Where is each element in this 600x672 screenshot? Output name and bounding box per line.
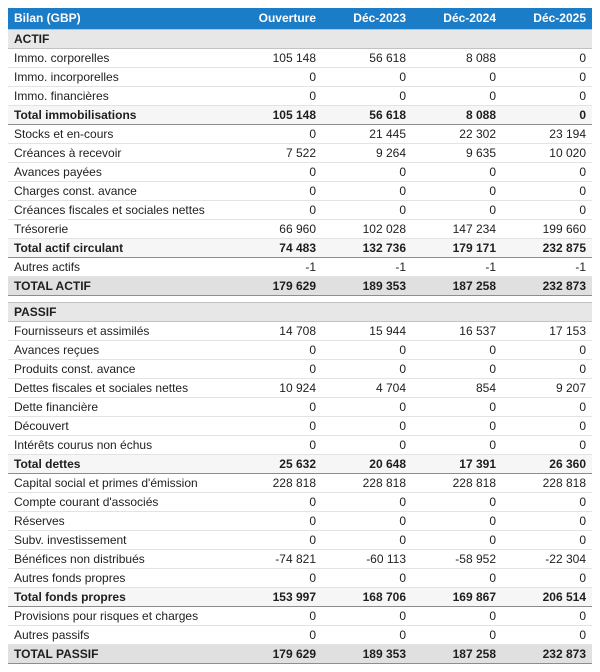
table-row — [8, 239, 592, 258]
cell-value: 10 020 — [502, 144, 592, 163]
row-label: Dettes fiscales et sociales nettes — [8, 379, 232, 398]
cell-value: 0 — [322, 436, 412, 455]
cell-value: 0 — [502, 360, 592, 379]
cell-value: 105 148 — [232, 49, 322, 68]
section-header-row — [8, 30, 592, 49]
table-row — [8, 49, 592, 68]
cell-value: 0 — [322, 607, 412, 626]
row-label: Total dettes — [8, 455, 232, 474]
cell-value: 10 924 — [232, 379, 322, 398]
cell-value: 169 867 — [412, 588, 502, 607]
cell-value: 0 — [412, 512, 502, 531]
cell-value: 14 708 — [232, 322, 322, 341]
cell-value: 0 — [322, 512, 412, 531]
cell-value: 102 028 — [322, 220, 412, 239]
cell-value: 0 — [232, 341, 322, 360]
row-label: Découvert — [8, 417, 232, 436]
table-row — [8, 201, 592, 220]
cell-value: 0 — [502, 68, 592, 87]
cell-value: 0 — [502, 607, 592, 626]
cell-value: 0 — [232, 512, 322, 531]
cell-value: 0 — [412, 341, 502, 360]
cell-value: 0 — [502, 49, 592, 68]
table-title: Bilan (GBP) — [8, 8, 232, 30]
cell-value: 0 — [322, 87, 412, 106]
table-row — [8, 607, 592, 626]
cell-value: 0 — [232, 607, 322, 626]
table-row — [8, 531, 592, 550]
cell-value: 56 618 — [322, 49, 412, 68]
cell-value: 228 818 — [412, 474, 502, 493]
cell-value: 0 — [232, 398, 322, 417]
row-label: Stocks et en-cours — [8, 125, 232, 144]
row-label: Immo. corporelles — [8, 49, 232, 68]
table-row — [8, 588, 592, 607]
cell-value: 0 — [412, 398, 502, 417]
cell-value: 232 873 — [502, 277, 592, 296]
cell-value: 0 — [322, 531, 412, 550]
cell-value: 74 483 — [232, 239, 322, 258]
cell-value: 23 194 — [502, 125, 592, 144]
cell-value: 9 207 — [502, 379, 592, 398]
row-label: Intérêts courus non échus — [8, 436, 232, 455]
table-body — [8, 30, 592, 664]
table-row — [8, 87, 592, 106]
row-label: Charges const. avance — [8, 182, 232, 201]
table-row — [8, 125, 592, 144]
row-label: Compte courant d'associés — [8, 493, 232, 512]
cell-value: -1 — [232, 258, 322, 277]
cell-value: 16 537 — [412, 322, 502, 341]
cell-value: 0 — [412, 493, 502, 512]
table-row — [8, 220, 592, 239]
row-label: Créances à recevoir — [8, 144, 232, 163]
cell-value: 0 — [502, 87, 592, 106]
cell-value: 0 — [322, 417, 412, 436]
cell-value: 179 629 — [232, 645, 322, 664]
cell-value: 0 — [322, 201, 412, 220]
table-row — [8, 493, 592, 512]
table-row — [8, 417, 592, 436]
cell-value: 0 — [232, 626, 322, 645]
table-row — [8, 436, 592, 455]
cell-value: 0 — [232, 68, 322, 87]
section-title: ACTIF — [8, 30, 592, 49]
cell-value: 0 — [232, 163, 322, 182]
table-row — [8, 398, 592, 417]
cell-value: -58 952 — [412, 550, 502, 569]
cell-value: 0 — [322, 398, 412, 417]
cell-value: 179 629 — [232, 277, 322, 296]
cell-value: 21 445 — [322, 125, 412, 144]
cell-value: 854 — [412, 379, 502, 398]
section-gap — [8, 296, 592, 303]
row-label: Autres fonds propres — [8, 569, 232, 588]
cell-value: 0 — [502, 626, 592, 645]
section-header-row — [8, 303, 592, 322]
cell-value: 0 — [322, 569, 412, 588]
table-row — [8, 626, 592, 645]
cell-value: -60 113 — [322, 550, 412, 569]
cell-value: 66 960 — [232, 220, 322, 239]
cell-value: 0 — [412, 569, 502, 588]
cell-value: 189 353 — [322, 645, 412, 664]
cell-value: 232 873 — [502, 645, 592, 664]
row-label: Total actif circulant — [8, 239, 232, 258]
row-label: Bénéfices non distribués — [8, 550, 232, 569]
table-row — [8, 360, 592, 379]
cell-value: 0 — [502, 531, 592, 550]
column-header-4: Déc-2025 — [502, 8, 592, 30]
cell-value: 0 — [502, 493, 592, 512]
row-label: Réserves — [8, 512, 232, 531]
cell-value: 9 264 — [322, 144, 412, 163]
cell-value: 4 704 — [322, 379, 412, 398]
cell-value: 0 — [322, 68, 412, 87]
cell-value: 0 — [232, 182, 322, 201]
cell-value: 187 258 — [412, 277, 502, 296]
cell-value: 168 706 — [322, 588, 412, 607]
table-row — [8, 550, 592, 569]
row-label: Capital social et primes d'émission — [8, 474, 232, 493]
row-label: Autres actifs — [8, 258, 232, 277]
cell-value: 179 171 — [412, 239, 502, 258]
cell-value: 147 234 — [412, 220, 502, 239]
cell-value: 22 302 — [412, 125, 502, 144]
cell-value: 9 635 — [412, 144, 502, 163]
row-label: Avances reçues — [8, 341, 232, 360]
cell-value: 0 — [232, 87, 322, 106]
cell-value: 0 — [322, 182, 412, 201]
row-label: Dette financière — [8, 398, 232, 417]
cell-value: 228 818 — [502, 474, 592, 493]
row-label: Avances payées — [8, 163, 232, 182]
table-row — [8, 474, 592, 493]
cell-value: 232 875 — [502, 239, 592, 258]
cell-value: 0 — [232, 417, 322, 436]
table-row — [8, 341, 592, 360]
cell-value: 0 — [502, 512, 592, 531]
cell-value: 0 — [412, 163, 502, 182]
table-row — [8, 379, 592, 398]
table-row — [8, 258, 592, 277]
cell-value: 0 — [502, 201, 592, 220]
table-row — [8, 455, 592, 474]
cell-value: 189 353 — [322, 277, 412, 296]
cell-value: 0 — [322, 360, 412, 379]
cell-value: 0 — [232, 360, 322, 379]
column-header-1: Ouverture — [232, 8, 322, 30]
cell-value: 25 632 — [232, 455, 322, 474]
row-label: Subv. investissement — [8, 531, 232, 550]
row-label: Immo. incorporelles — [8, 68, 232, 87]
cell-value: 0 — [412, 607, 502, 626]
cell-value: 8 088 — [412, 106, 502, 125]
cell-value: 0 — [412, 626, 502, 645]
table-row — [8, 182, 592, 201]
cell-value: 0 — [322, 163, 412, 182]
cell-value: 0 — [232, 569, 322, 588]
table-header-row — [8, 8, 592, 30]
cell-value: 0 — [502, 398, 592, 417]
cell-value: 7 522 — [232, 144, 322, 163]
cell-value: 105 148 — [232, 106, 322, 125]
row-label: Produits const. avance — [8, 360, 232, 379]
table-row — [8, 144, 592, 163]
cell-value: 132 736 — [322, 239, 412, 258]
row-label: Total immobilisations — [8, 106, 232, 125]
row-label: Trésorerie — [8, 220, 232, 239]
cell-value: 0 — [502, 182, 592, 201]
row-label: TOTAL ACTIF — [8, 277, 232, 296]
row-label: Total fonds propres — [8, 588, 232, 607]
cell-value: 0 — [412, 360, 502, 379]
cell-value: 0 — [502, 106, 592, 125]
cell-value: 0 — [412, 201, 502, 220]
cell-value: 0 — [502, 436, 592, 455]
cell-value: 17 153 — [502, 322, 592, 341]
cell-value: 0 — [412, 68, 502, 87]
row-label: Fournisseurs et assimilés — [8, 322, 232, 341]
table-row — [8, 645, 592, 664]
cell-value: 228 818 — [322, 474, 412, 493]
cell-value: 0 — [502, 417, 592, 436]
cell-value: 26 360 — [502, 455, 592, 474]
cell-value: -22 304 — [502, 550, 592, 569]
cell-value: 0 — [322, 626, 412, 645]
cell-value: 0 — [232, 531, 322, 550]
row-label: Autres passifs — [8, 626, 232, 645]
cell-value: 0 — [322, 341, 412, 360]
table-row — [8, 68, 592, 87]
cell-value: 0 — [412, 436, 502, 455]
cell-value: 0 — [502, 163, 592, 182]
cell-value: -1 — [322, 258, 412, 277]
cell-value: 0 — [322, 493, 412, 512]
column-header-3: Déc-2024 — [412, 8, 502, 30]
cell-value: 15 944 — [322, 322, 412, 341]
section-title: PASSIF — [8, 303, 592, 322]
cell-value: 0 — [232, 493, 322, 512]
cell-value: 0 — [502, 341, 592, 360]
balance-sheet-table — [8, 8, 592, 664]
row-label: TOTAL PASSIF — [8, 645, 232, 664]
cell-value: 0 — [412, 87, 502, 106]
cell-value: 56 618 — [322, 106, 412, 125]
cell-value: 206 514 — [502, 588, 592, 607]
cell-value: 153 997 — [232, 588, 322, 607]
cell-value: 228 818 — [232, 474, 322, 493]
row-label: Immo. financières — [8, 87, 232, 106]
table-row — [8, 322, 592, 341]
cell-value: 0 — [412, 531, 502, 550]
table-row — [8, 277, 592, 296]
cell-value: -1 — [412, 258, 502, 277]
cell-value: 187 258 — [412, 645, 502, 664]
column-header-2: Déc-2023 — [322, 8, 412, 30]
cell-value: 8 088 — [412, 49, 502, 68]
cell-value: -1 — [502, 258, 592, 277]
cell-value: 0 — [232, 201, 322, 220]
table-row — [8, 512, 592, 531]
row-label: Créances fiscales et sociales nettes — [8, 201, 232, 220]
cell-value: 0 — [232, 125, 322, 144]
table-row — [8, 569, 592, 588]
cell-value: 0 — [412, 417, 502, 436]
cell-value: 0 — [412, 182, 502, 201]
cell-value: 17 391 — [412, 455, 502, 474]
cell-value: 199 660 — [502, 220, 592, 239]
cell-value: 0 — [502, 569, 592, 588]
cell-value: -74 821 — [232, 550, 322, 569]
cell-value: 0 — [232, 436, 322, 455]
cell-value: 20 648 — [322, 455, 412, 474]
table-row — [8, 163, 592, 182]
table-row — [8, 106, 592, 125]
row-label: Provisions pour risques et charges — [8, 607, 232, 626]
